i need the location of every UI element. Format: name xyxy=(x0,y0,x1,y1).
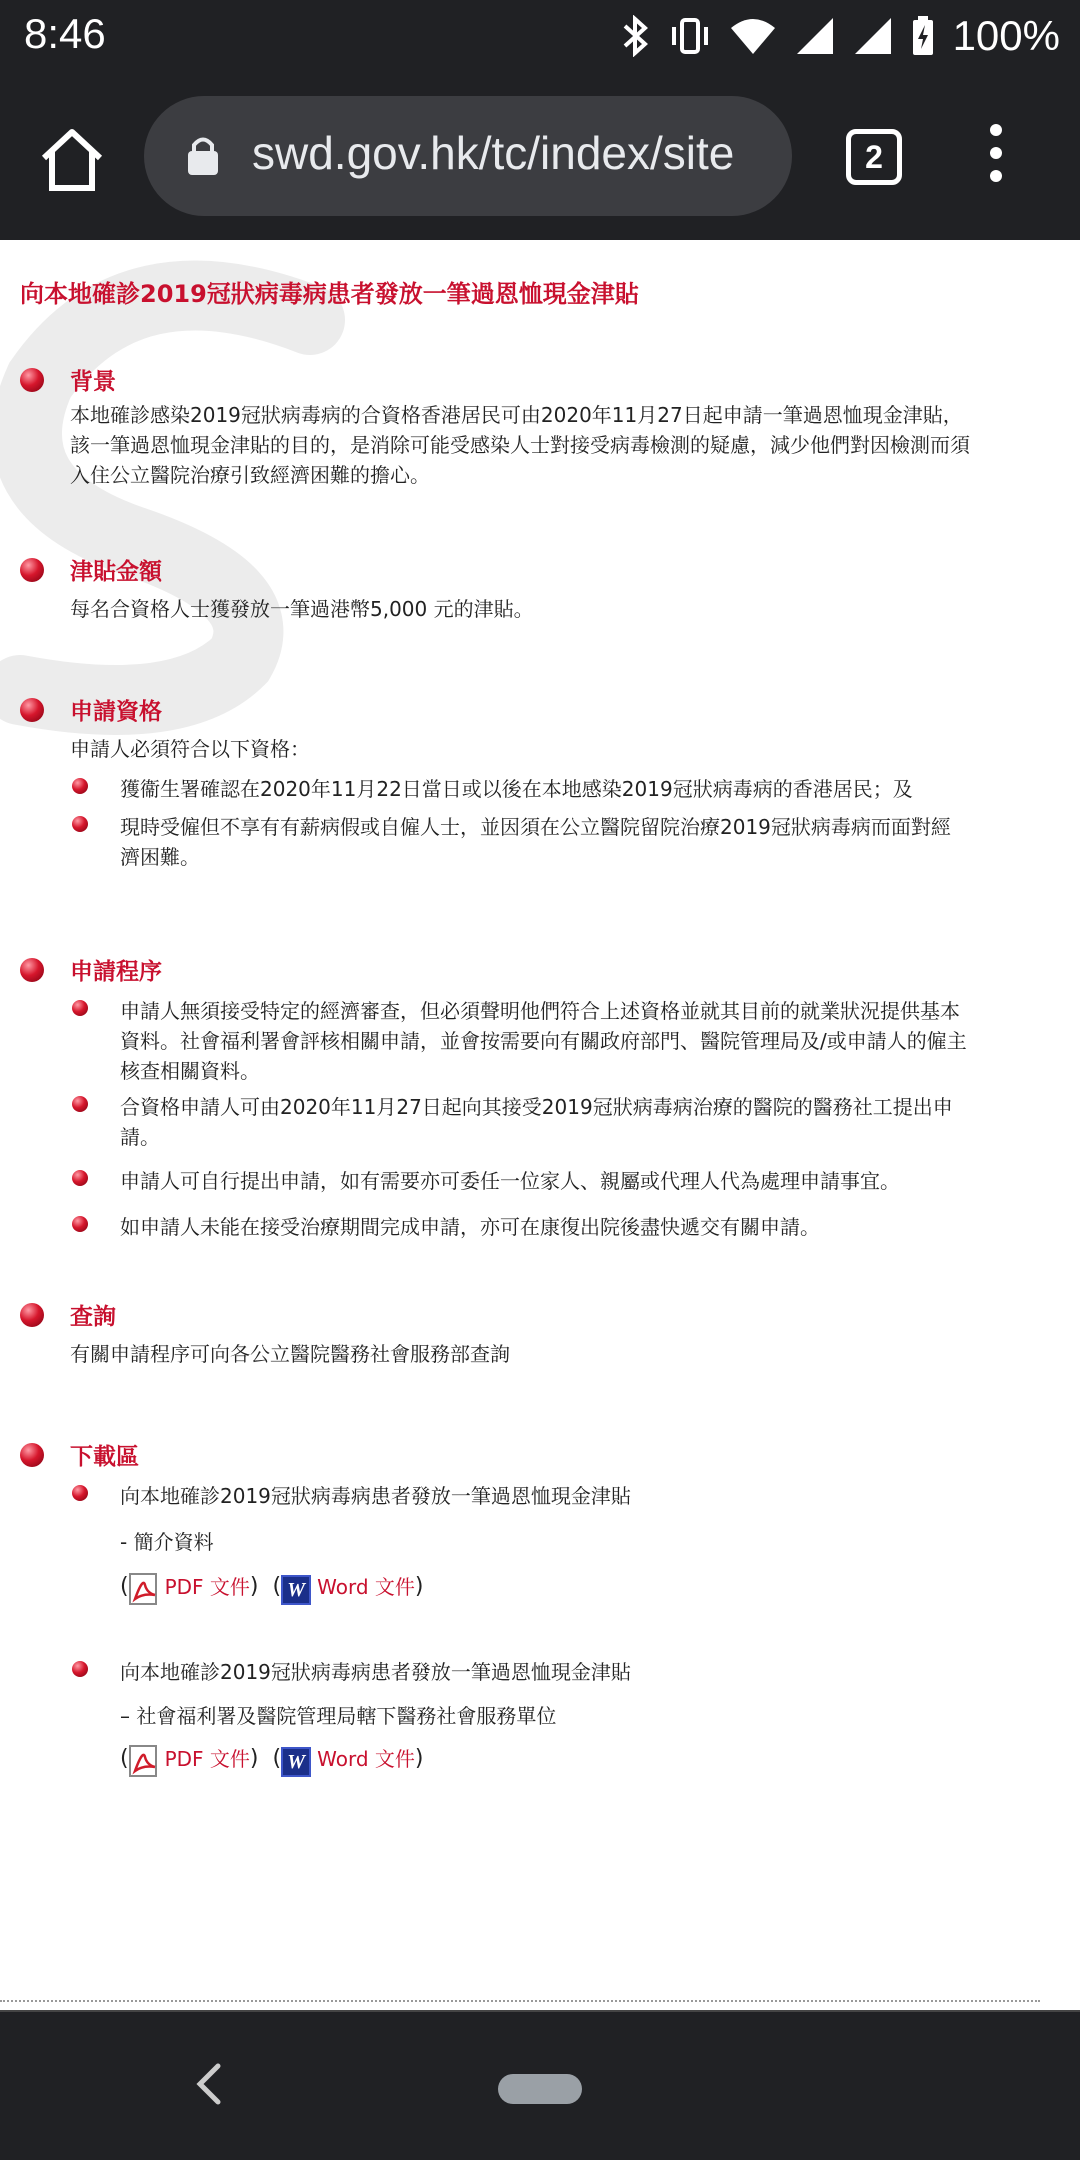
bullet-icon xyxy=(72,1170,88,1186)
list-item xyxy=(70,812,970,872)
bullet-icon xyxy=(72,816,88,832)
address-bar[interactable] xyxy=(144,96,792,216)
word-link[interactable] xyxy=(281,1569,415,1605)
url-text[interactable]: swd.gov.hk/tc/index/site xyxy=(252,127,735,179)
section-intro: 申請人必須符合以下資格： xyxy=(70,737,310,761)
list-item-text: 如申請人未能在接受治療期間完成申請，亦可在康復出院後盡快遞交有關申請。 xyxy=(120,1215,820,1239)
tab-switcher-button[interactable]: 2 xyxy=(846,129,902,185)
word-link[interactable] xyxy=(281,1741,415,1777)
word-icon: W xyxy=(281,1575,311,1605)
bullet-icon xyxy=(20,698,44,722)
list-item-text: 獲衞生署確認在2020年11月22日當日或以後在本地感染2019冠狀病毒病的香港居民；及 xyxy=(120,777,913,801)
overflow-menu-icon[interactable] xyxy=(976,124,1016,194)
bullet-icon xyxy=(72,778,88,794)
section-title: 申請資格 xyxy=(70,699,162,725)
home-gesture-pill[interactable] xyxy=(498,2074,582,2104)
section-body: 有關申請程序可向各公立醫院醫務社會服務部查詢 xyxy=(70,1342,510,1366)
word-icon: W xyxy=(281,1747,311,1777)
section-eligibility xyxy=(20,690,1060,872)
section-title: 背景 xyxy=(70,369,116,395)
download-links: ( PDF 文件 ) ( W Word 文件 ) xyxy=(120,1741,970,1777)
bullet-icon xyxy=(20,368,44,392)
list-item-text: 合資格申請人可由2020年11月27日起向其接受2019冠狀病毒病治療的醫院的醫務社工提出申請。 xyxy=(120,1095,953,1149)
status-bar xyxy=(0,0,1080,72)
lock-icon xyxy=(186,134,220,176)
bullet-icon xyxy=(20,558,44,582)
system-nav-bar xyxy=(0,2010,1080,2160)
download-item xyxy=(70,1657,970,1777)
home-icon[interactable] xyxy=(34,122,110,198)
pdf-link[interactable] xyxy=(129,1569,250,1605)
list-item-text: 申請人可自行提出申請，如有需要亦可委任一位家人、親屬或代理人代為處理申請事宜。 xyxy=(120,1169,900,1193)
vibrate-icon xyxy=(669,15,711,57)
bullet-icon xyxy=(20,1303,44,1327)
section-title: 申請程序 xyxy=(70,959,162,985)
browser-toolbar xyxy=(0,72,1080,240)
section-background xyxy=(20,360,1060,490)
section-body: 本地確診感染2019冠狀病毒病的合資格香港居民可由2020年11月27日起申請一筆過恩恤現金津貼，該一筆過恩恤現金津貼的目的，是消除可能受感染人士對接受病毒檢測的疑慮，減少他們對因檢測而須入住公立醫院治療引致經濟困難的擔心。 xyxy=(70,403,970,487)
list-item xyxy=(70,774,970,804)
section-amount xyxy=(20,550,1060,624)
list-item-text: 申請人無須接受特定的經濟審查，但必須聲明他們符合上述資格並就其目前的就業狀況提供基本資料。社會福利署會評核相關申請，並會按需要向有關政府部門、醫院管理局及/或申請人的僱主核查相關資料。 xyxy=(120,999,967,1083)
list-item xyxy=(70,1212,970,1242)
battery-percent: 100% xyxy=(952,12,1060,59)
download-sub: – 社會福利署及醫院管理局轄下醫務社會服務單位 xyxy=(120,1704,557,1728)
signal-icon xyxy=(853,16,893,56)
section-title: 下載區 xyxy=(70,1444,139,1470)
list-item xyxy=(70,996,970,1086)
watermark-logo xyxy=(0,260,400,740)
section-title: 查詢 xyxy=(70,1304,116,1330)
page-title: 向本地確診2019冠狀病毒病患者發放一筆過恩恤現金津貼 xyxy=(20,280,639,308)
back-icon[interactable] xyxy=(188,2054,228,2114)
bullet-icon xyxy=(72,1661,88,1677)
bullet-icon xyxy=(72,1485,88,1501)
bullet-icon xyxy=(20,1443,44,1467)
signal-icon xyxy=(795,16,835,56)
wifi-icon xyxy=(729,16,777,56)
pdf-icon xyxy=(129,1573,159,1605)
section-body: 每名合資格人士獲發放一筆過港幣5,000 元的津貼。 xyxy=(70,597,534,621)
pdf-icon xyxy=(129,1745,159,1777)
page-content xyxy=(0,240,1080,2010)
section-procedure xyxy=(20,950,1060,1242)
battery-charging-icon xyxy=(911,15,935,57)
download-item xyxy=(70,1481,970,1605)
bullet-icon xyxy=(20,958,44,982)
status-icons xyxy=(621,8,1060,64)
section-enquiry xyxy=(20,1295,1060,1369)
section-title: 津貼金額 xyxy=(70,559,162,585)
pdf-link-label[interactable]: PDF 文件 xyxy=(164,1747,250,1771)
list-item xyxy=(70,1166,970,1196)
list-item-text: 現時受僱但不享有有薪病假或自僱人士，並因須在公立醫院留院治療2019冠狀病毒病而面對經濟困難。 xyxy=(120,815,951,869)
download-sub: - 簡介資料 xyxy=(120,1530,214,1554)
word-link-label[interactable]: Word 文件 xyxy=(317,1575,415,1599)
footer-divider xyxy=(0,2000,1040,2002)
download-name: 向本地確診2019冠狀病毒病患者發放一筆過恩恤現金津貼 xyxy=(120,1660,631,1684)
section-downloads xyxy=(20,1435,1060,1777)
pdf-link[interactable] xyxy=(129,1741,250,1777)
list-item xyxy=(70,1092,970,1152)
download-links: ( PDF 文件 ) ( W Word 文件 ) xyxy=(120,1569,970,1605)
word-link-label[interactable]: Word 文件 xyxy=(317,1747,415,1771)
status-time: 8:46 xyxy=(24,10,106,57)
download-name: 向本地確診2019冠狀病毒病患者發放一筆過恩恤現金津貼 xyxy=(120,1484,631,1508)
pdf-link-label[interactable]: PDF 文件 xyxy=(164,1575,250,1599)
bullet-icon xyxy=(72,1096,88,1112)
bullet-icon xyxy=(72,1216,88,1232)
bluetooth-icon xyxy=(621,15,651,57)
bullet-icon xyxy=(72,1000,88,1016)
